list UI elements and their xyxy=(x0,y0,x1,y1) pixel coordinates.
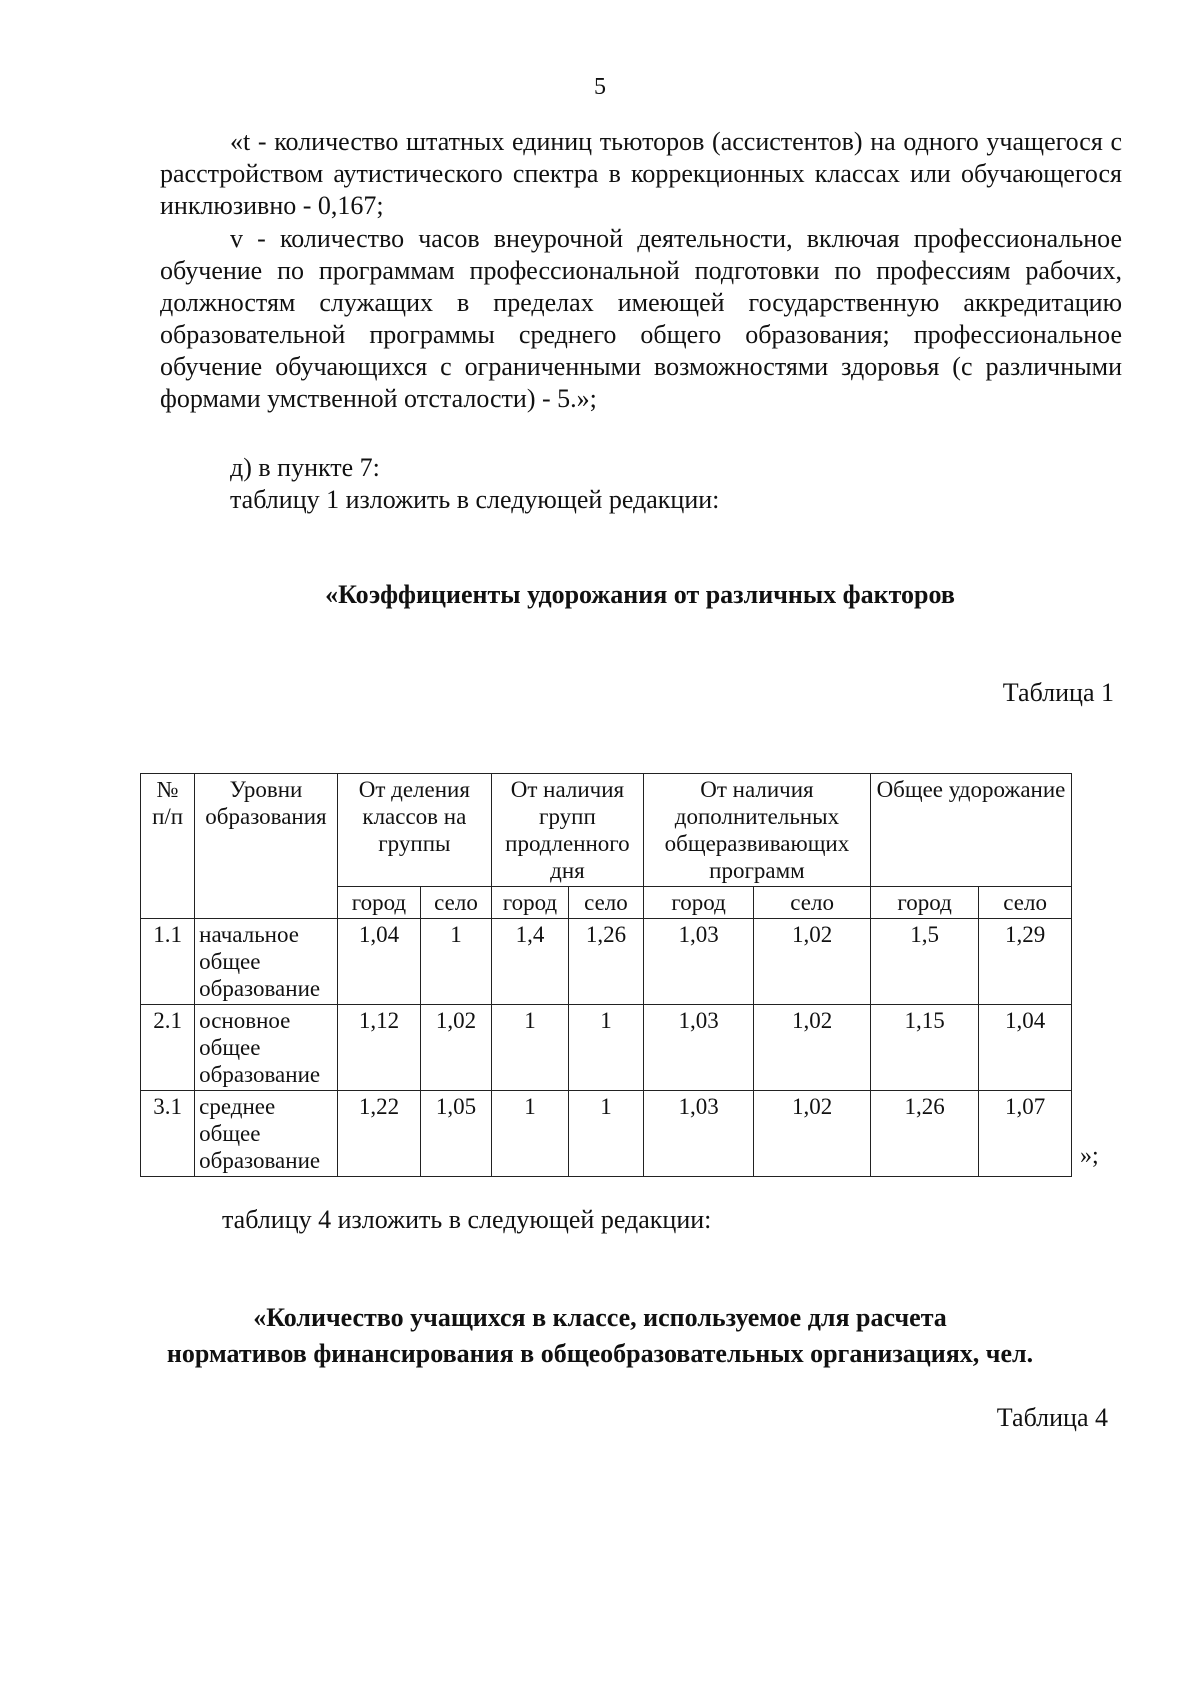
subheader-city: город xyxy=(337,887,420,919)
paragraph-table4-intro: таблицу 4 изложить в следующей редакции: xyxy=(222,1205,712,1234)
cell-ext-city: 1 xyxy=(491,1005,568,1091)
paragraph-table1-intro: таблицу 1 изложить в следующей редакции: xyxy=(230,485,720,514)
cell-total-village: 1,04 xyxy=(979,1005,1072,1091)
row-level: начальное общее образование xyxy=(195,919,338,1005)
row-level: среднее общее образование xyxy=(195,1091,338,1177)
subheader-city: город xyxy=(870,887,978,919)
subheader-village: село xyxy=(754,887,871,919)
cell-total-village: 1,07 xyxy=(979,1091,1072,1177)
table4-title-line1: «Количество учащихся в классе, используемое для расчета xyxy=(253,1303,947,1332)
cell-ext-village: 1 xyxy=(568,1005,643,1091)
cell-div-village: 1 xyxy=(421,919,492,1005)
cell-add-village: 1,02 xyxy=(754,1005,871,1091)
paragraph-extracurricular-hours: v - количество часов внеурочной деятельности, включая профессиональное обучение по программам профессиональной подготовки по профессиям рабочих, должностям служащих в пределах имеющей государственную аккредитацию образовательной программы среднего общего образования; профессиональное обучение обучающихся с ограниченными возможностями здоровья (с различными формами умственной отсталости) - 5.»; xyxy=(160,224,1122,413)
row-level: основное общее образование xyxy=(195,1005,338,1091)
subheader-city: город xyxy=(491,887,568,919)
cell-add-village: 1,02 xyxy=(754,1091,871,1177)
table-row xyxy=(141,919,1072,1005)
cell-div-city: 1,12 xyxy=(337,1005,420,1091)
paragraph-tutor-units: «t - количество штатных единиц тьюторов (ассистентов) на одного учащегося с расстройством аутистического спектра в коррекционных классах или обучающегося инклюзивно - 0,167; xyxy=(160,127,1122,220)
cell-add-city: 1,03 xyxy=(643,1091,753,1177)
header-extended-day: От наличия групп продленного дня xyxy=(491,774,643,887)
coefficient-table xyxy=(140,773,1072,1177)
cell-div-city: 1,04 xyxy=(337,919,420,1005)
table4-caption: Таблица 4 xyxy=(996,1403,1108,1432)
cell-add-village: 1,02 xyxy=(754,919,871,1005)
cell-total-city: 1,5 xyxy=(870,919,978,1005)
table1-closing-quote: »; xyxy=(1080,1143,1099,1169)
cell-add-city: 1,03 xyxy=(643,919,753,1005)
cell-ext-city: 1,4 xyxy=(491,919,568,1005)
cell-total-city: 1,26 xyxy=(870,1091,978,1177)
cell-div-city: 1,22 xyxy=(337,1091,420,1177)
table-row xyxy=(141,1091,1072,1177)
cell-total-city: 1,15 xyxy=(870,1005,978,1091)
cell-ext-village: 1 xyxy=(568,1091,643,1177)
subheader-village: село xyxy=(568,887,643,919)
cell-ext-village: 1,26 xyxy=(568,919,643,1005)
header-group-division: От деления классов на группы xyxy=(337,774,491,887)
table1-caption: Таблица 1 xyxy=(1002,678,1114,707)
header-additional-programs: От наличия дополнительных общеразвивающих программ xyxy=(643,774,870,887)
subheader-village: село xyxy=(421,887,492,919)
cell-total-village: 1,29 xyxy=(979,919,1072,1005)
header-level: Уровни образования xyxy=(195,774,338,919)
paragraph-point-7: д) в пункте 7: xyxy=(230,453,380,482)
cell-div-village: 1,02 xyxy=(421,1005,492,1091)
row-num: 3.1 xyxy=(141,1091,195,1177)
row-num: 1.1 xyxy=(141,919,195,1005)
cell-div-village: 1,05 xyxy=(421,1091,492,1177)
table4-title xyxy=(0,1300,1200,1372)
row-num: 2.1 xyxy=(141,1005,195,1091)
table1-title: «Коэффициенты удорожания от различных факторов xyxy=(325,580,955,609)
table-row xyxy=(141,1005,1072,1091)
page-number: 5 xyxy=(594,74,606,100)
cell-add-city: 1,03 xyxy=(643,1005,753,1091)
subheader-city: город xyxy=(643,887,753,919)
subheader-village: село xyxy=(979,887,1072,919)
header-num: № п/п xyxy=(141,774,195,919)
cell-ext-city: 1 xyxy=(491,1091,568,1177)
header-total: Общее удорожание xyxy=(870,774,1071,887)
table4-title-line2: нормативов финансирования в общеобразовательных организациях, чел. xyxy=(166,1339,1034,1368)
table-header-row xyxy=(141,774,1072,887)
